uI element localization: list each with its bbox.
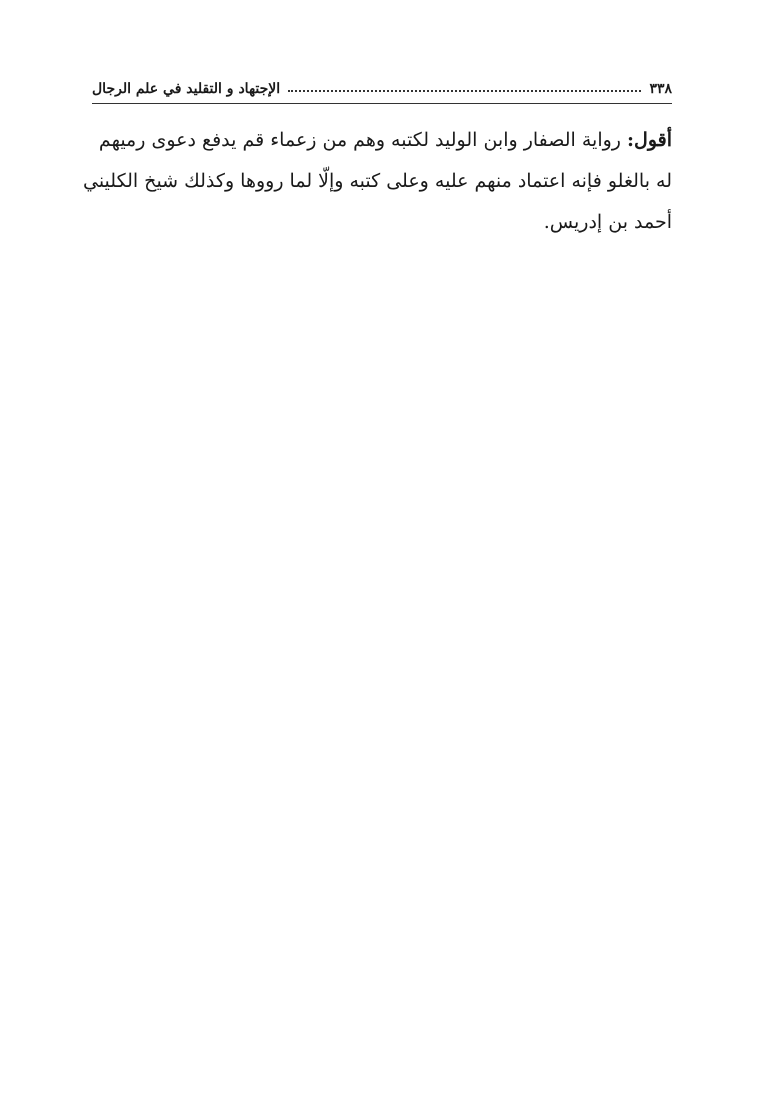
running-title: الإجتهاد و التقليد في علم الرجال [92, 81, 281, 97]
body-line-1-text: رواية الصفار وابن الوليد لكتبه وهم من زعماء قم يدفع دعوى رميهم [98, 129, 627, 151]
body-line-1 [88, 120, 672, 161]
body-line-3: أحمد بن إدريس. [543, 211, 672, 233]
page-number: ٣٣٨ [649, 81, 672, 97]
lead-word: أقول: [627, 129, 672, 151]
dotted-leader [288, 90, 641, 92]
header-rule [92, 103, 672, 104]
body-line-2: له بالغلو فإنه اعتماد منهم عليه وعلى كتبه وإلّا لما رووها وكذلك شيخ الكليني [82, 170, 672, 192]
page-header [92, 77, 672, 101]
body-paragraph [82, 120, 672, 243]
